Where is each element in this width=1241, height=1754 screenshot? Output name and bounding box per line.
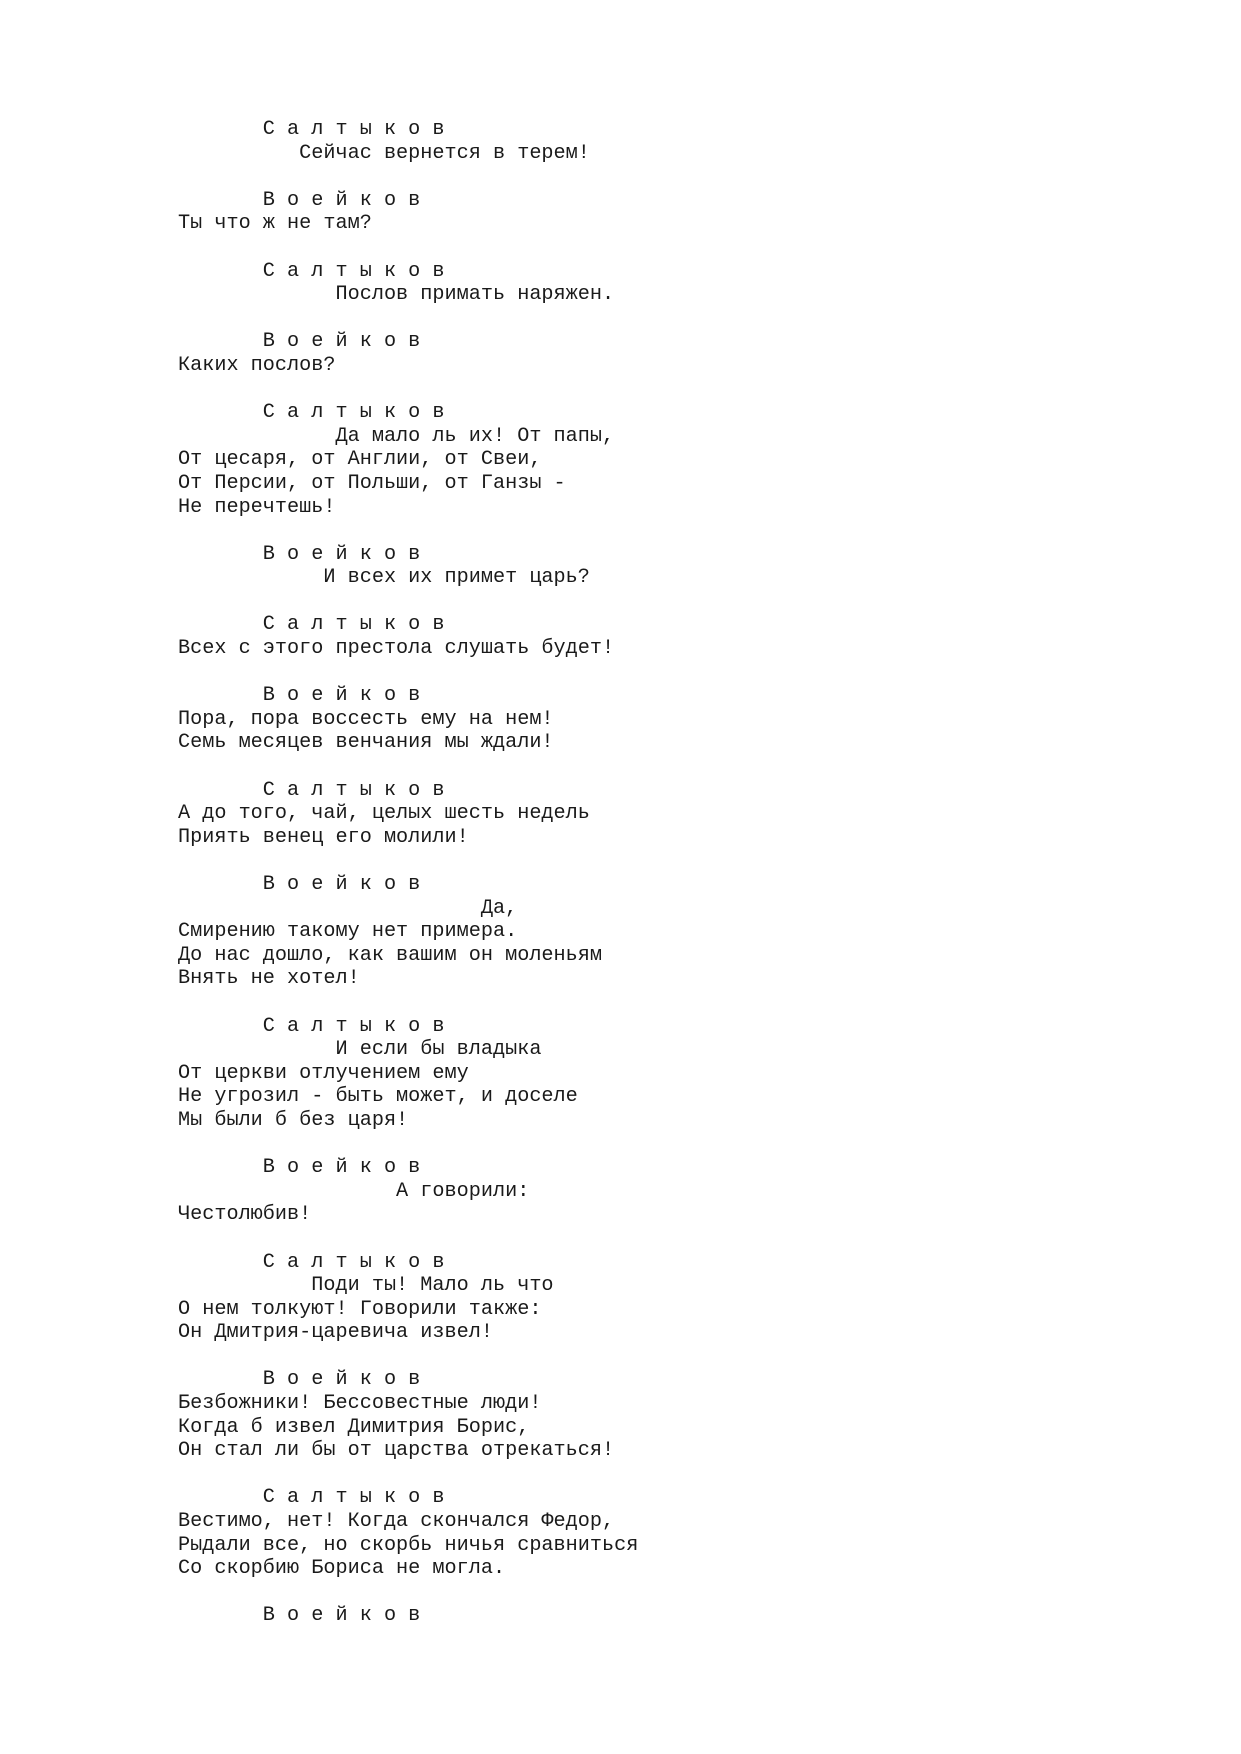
dialogue-line: До нас дошло, как вашим он моленьям: [178, 943, 603, 967]
speaker-name: В о е й к о в: [178, 188, 421, 212]
document-page: [178, 118, 1178, 1628]
blank-line: [178, 661, 1178, 685]
dialogue-line: Сейчас вернется в терем!: [178, 141, 590, 165]
dialogue-line: Не перечтешь!: [178, 495, 336, 519]
dialogue-line: Ты что ж не там?: [178, 212, 372, 236]
speaker-name: С а л т ы к о в: [178, 1014, 445, 1038]
speaker-name: В о е й к о в: [178, 542, 421, 566]
dialogue-line: Когда б извел Димитрия Борис,: [178, 1415, 530, 1439]
speaker-name: В о е й к о в: [178, 1604, 421, 1628]
speaker-name: С а л т ы к о в: [178, 259, 445, 283]
blank-line: [178, 1227, 1178, 1251]
dialogue-line: Всех с этого престола слушать будет!: [178, 637, 615, 661]
dialogue-line: Со скорбию Бориса не могла.: [178, 1557, 506, 1581]
dialogue-line: Мы были б без царя!: [178, 1108, 409, 1132]
dialogue-line: Рыдали все, но скорбь ничья сравниться: [178, 1533, 639, 1557]
blank-line: [178, 1345, 1178, 1369]
dialogue-line: Смирению такому нет примера.: [178, 920, 518, 944]
blank-line: [178, 1581, 1178, 1605]
dialogue-line: А говорили:: [178, 1179, 530, 1203]
speaker-name: С а л т ы к о в: [178, 118, 445, 141]
dialogue-line: Поди ты! Мало ль что: [178, 1274, 554, 1298]
blank-line: [178, 378, 1178, 402]
dialogue-line: И всех их примет царь?: [178, 566, 590, 590]
blank-line: [178, 1463, 1178, 1487]
dialogue-line: Пора, пора воссесть ему на нем!: [178, 707, 554, 731]
speaker-name: С а л т ы к о в: [178, 1250, 445, 1274]
dialogue-line: Он стал ли бы от царства отрекаться!: [178, 1439, 615, 1463]
speaker-name: С а л т ы к о в: [178, 778, 445, 802]
dialogue-line: Приять венец его молили!: [178, 825, 469, 849]
dialogue-line: А до того, чай, целых шесть недель: [178, 802, 590, 826]
dialogue-line: Семь месяцев венчания мы ждали!: [178, 731, 554, 755]
blank-line: [178, 849, 1178, 873]
speaker-name: С а л т ы к о в: [178, 613, 445, 637]
dialogue-line: Послов примать наряжен.: [178, 283, 615, 307]
speaker-name: В о е й к о в: [178, 873, 421, 896]
dialogue-line: От Персии, от Польши, от Ганзы -: [178, 471, 566, 495]
blank-line: [178, 307, 1178, 331]
dialogue-line: Вестимо, нет! Когда скончался Федор,: [178, 1510, 615, 1534]
blank-line: [178, 1133, 1178, 1157]
blank-line: [178, 519, 1178, 543]
dialogue-line: И если бы владыка: [178, 1038, 542, 1062]
dialogue-line: Не угрозил - быть может, и доселе: [178, 1085, 578, 1109]
dialogue-line: От церкви отлучением ему: [178, 1061, 469, 1085]
speaker-name: С а л т ы к о в: [178, 1486, 445, 1510]
dialogue-line: Он Дмитрия-царевича извел!: [178, 1321, 493, 1345]
blank-line: [178, 755, 1178, 779]
blank-line: [178, 991, 1178, 1015]
blank-line: [178, 590, 1178, 614]
blank-line: [178, 165, 1178, 189]
dialogue-line: Каких послов?: [178, 353, 336, 377]
dialogue-line: Внять не хотел!: [178, 967, 360, 991]
dialogue-line: Да мало ль их! От папы,: [178, 424, 615, 448]
dialogue-line: О нем толкуют! Говорили также:: [178, 1297, 542, 1321]
dialogue-line: Честолюбив!: [178, 1203, 312, 1227]
dialogue-line: От цесаря, от Англии, от Свеи,: [178, 448, 542, 472]
speaker-name: В о е й к о в: [178, 1156, 421, 1180]
speaker-name: В о е й к о в: [178, 684, 421, 708]
dialogue-line: Безбожники! Бессовестные люди!: [178, 1392, 542, 1416]
speaker-name: С а л т ы к о в: [178, 401, 445, 425]
speaker-name: В о е й к о в: [178, 330, 421, 354]
blank-line: [178, 236, 1178, 260]
speaker-name: В о е й к о в: [178, 1368, 421, 1392]
dialogue-line: Да,: [178, 896, 518, 920]
